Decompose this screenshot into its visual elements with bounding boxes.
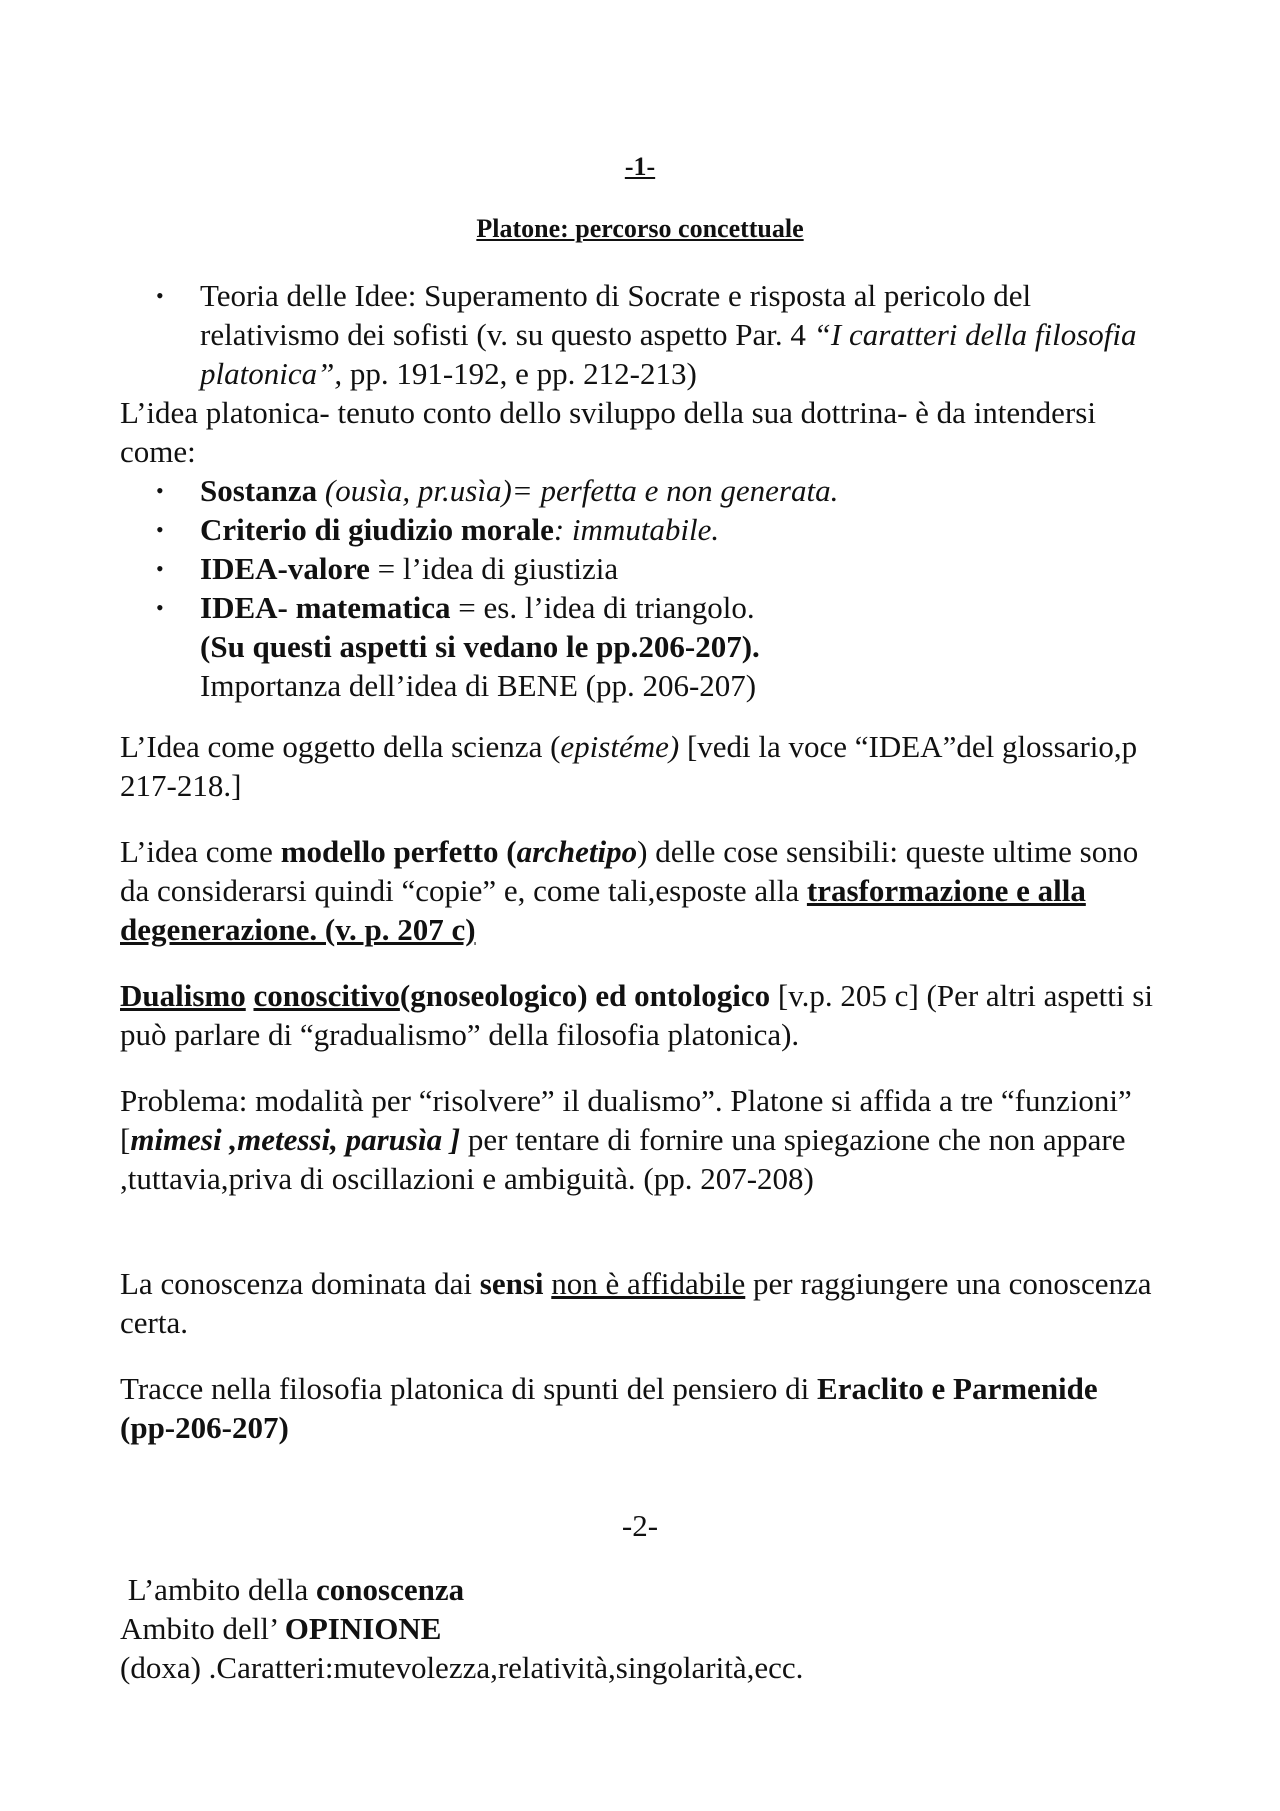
- page-number-1: -1-: [624, 152, 656, 181]
- paragraph-dualismo: Dualismo conoscitivo(gnoseologico) ed ontologico [v.p. 205 c] (Per altri aspetti si può parlare di “gradualismo” della filosofia platonica).: [120, 978, 1153, 1052]
- bullet-idea-matematica: • IDEA- matematica = es. l’idea di triangolo.: [120, 588, 1160, 627]
- paragraph-modello: L’idea come modello perfetto (archetipo) delle cose sensibili: queste ultime sono da considerarsi quindi “copie” e, come tali,esposte alla trasformazione e alla degenerazione. (v. p. 207 c): [120, 834, 1139, 947]
- page2-line-conoscenza: L’ambito della conoscenza: [120, 1572, 465, 1607]
- bullet-idea-valore: • IDEA-valore = l’idea di giustizia: [120, 549, 1160, 588]
- first-bullet-list: [120, 276, 1160, 393]
- page-number-2: -2-: [621, 1508, 659, 1543]
- paragraph-problema: Problema: modalità per “risolvere” il dualismo”. Platone si affida a tre “funzioni” [mimesi ,metessi, parusìa ] per tentare di fornire una spiegazione che non appare ,tuttavia,priva di oscillazioni e ambiguità. (pp. 207-208): [120, 1083, 1132, 1196]
- note-bene: Importanza dell’idea di BENE (pp. 206-207): [200, 668, 757, 703]
- page2-line-opinione: Ambito dell’ OPINIONE: [120, 1611, 442, 1646]
- bullet-criterio: • Criterio di giudizio morale: immutabile.: [120, 510, 1160, 549]
- paragraph-tracce: Tracce nella filosofia platonica di spunti del pensiero di Eraclito e Parmenide (pp-206-207): [120, 1371, 1098, 1445]
- bullet-teoria-idee: • Teoria delle Idee: Superamento di Socrate e risposta al pericolo del relativismo dei sofisti (v. su questo aspetto Par. 4 “I caratteri della filosofia platonica”, pp. 191-192, e pp. 212-213): [120, 276, 1160, 393]
- idea-aspects-list: [120, 471, 1160, 705]
- page2-line-doxa: (doxa) .Caratteri:mutevolezza,relatività,singolarità,ecc.: [120, 1650, 804, 1685]
- note-bold: (Su questi aspetti si vedano le pp.206-207).: [200, 629, 760, 664]
- intro-paragraph: L’idea platonica- tenuto conto dello sviluppo della sua dottrina- è da intendersi come:: [120, 395, 1096, 469]
- bullet-sostanza: • Sostanza (ousìa, pr.usìa)= perfetta e non generata.: [120, 471, 1160, 510]
- paragraph-episteme: L’Idea come oggetto della scienza (epistéme) [vedi la voce “IDEA”del glossario,p 217-218.]: [120, 729, 1138, 803]
- document-title: Platone: percorso concettuale: [476, 214, 804, 243]
- paragraph-sensi: La conoscenza dominata dai sensi non è affidabile per raggiungere una conoscenza certa.: [120, 1266, 1152, 1340]
